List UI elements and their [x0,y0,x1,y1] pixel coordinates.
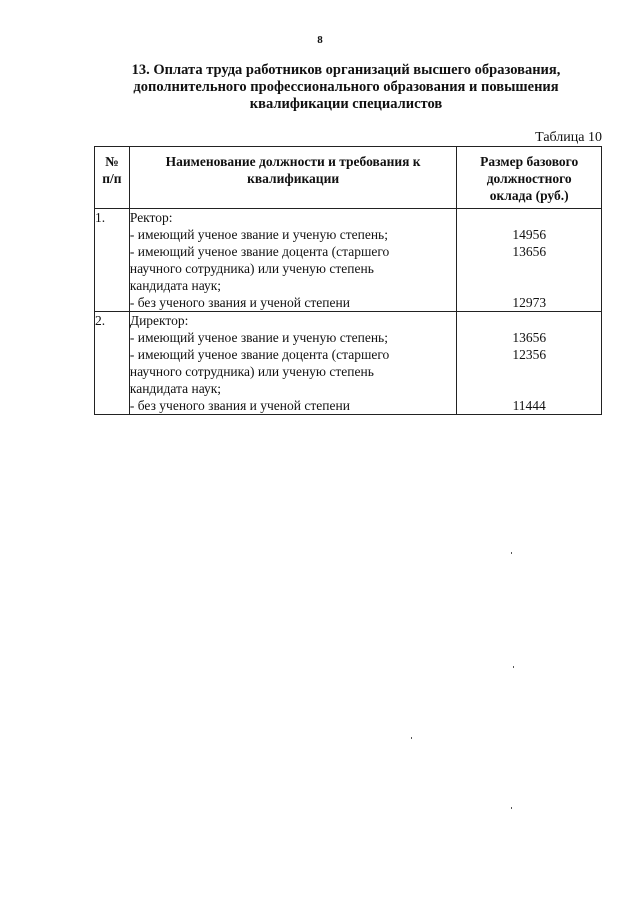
row-number: 1. [95,209,130,312]
scan-speck [511,807,512,809]
position-cell [129,312,457,415]
requirement-line: - имеющий ученое звание и ученую степень; [129,330,388,345]
header-pay: Размер базового должностного оклада (руб.) [457,147,602,209]
requirement-line: кандидата наук; [129,278,222,293]
requirement-line: кандидата наук; [129,381,222,396]
salary-value: 13656 [512,244,547,259]
position-title: Директор: [129,313,189,328]
salary-value: 13656 [512,330,547,345]
table-header-row [95,147,602,209]
table-row [95,312,602,415]
heading-line: квалификации специалистов [249,96,443,112]
salary-value: 12973 [512,295,547,310]
position-cell [129,209,457,312]
header-name: Наименование должности и требования к квалификации [129,147,457,209]
table-row [95,209,602,312]
requirement-line: - имеющий ученое звание доцента (старшего [129,244,390,259]
salary-table [94,146,602,415]
requirement-line: научного сотрудника) или ученую степень [129,364,374,379]
salary-value: 12356 [512,347,547,362]
scan-speck [411,737,412,739]
heading-line: дополнительного профессионального образования и повышения [133,79,559,95]
requirement-line: - без ученого звания и ученой степени [129,295,350,310]
table-caption: Таблица 10 [535,130,602,145]
requirement-line: - имеющий ученое звание и ученую степень; [129,227,388,242]
salary-cell [457,209,602,312]
salary-cell [457,312,602,415]
salary-value: 14956 [512,227,547,242]
heading-line: 13. Оплата труда работников организаций высшего образования, [131,62,561,78]
requirement-line: - без ученого звания и ученой степени [129,398,350,413]
position-title: Ректор: [129,210,173,225]
salary-value: 11444 [512,398,546,413]
header-num: № п/п [95,147,130,209]
row-number: 2. [95,312,130,415]
scan-speck [513,666,514,668]
requirement-line: научного сотрудника) или ученую степень [129,261,374,276]
scan-speck [511,552,512,554]
requirement-line: - имеющий ученое звание доцента (старшего [129,347,390,362]
section-heading [96,62,596,113]
page-number: 8 [317,34,323,46]
